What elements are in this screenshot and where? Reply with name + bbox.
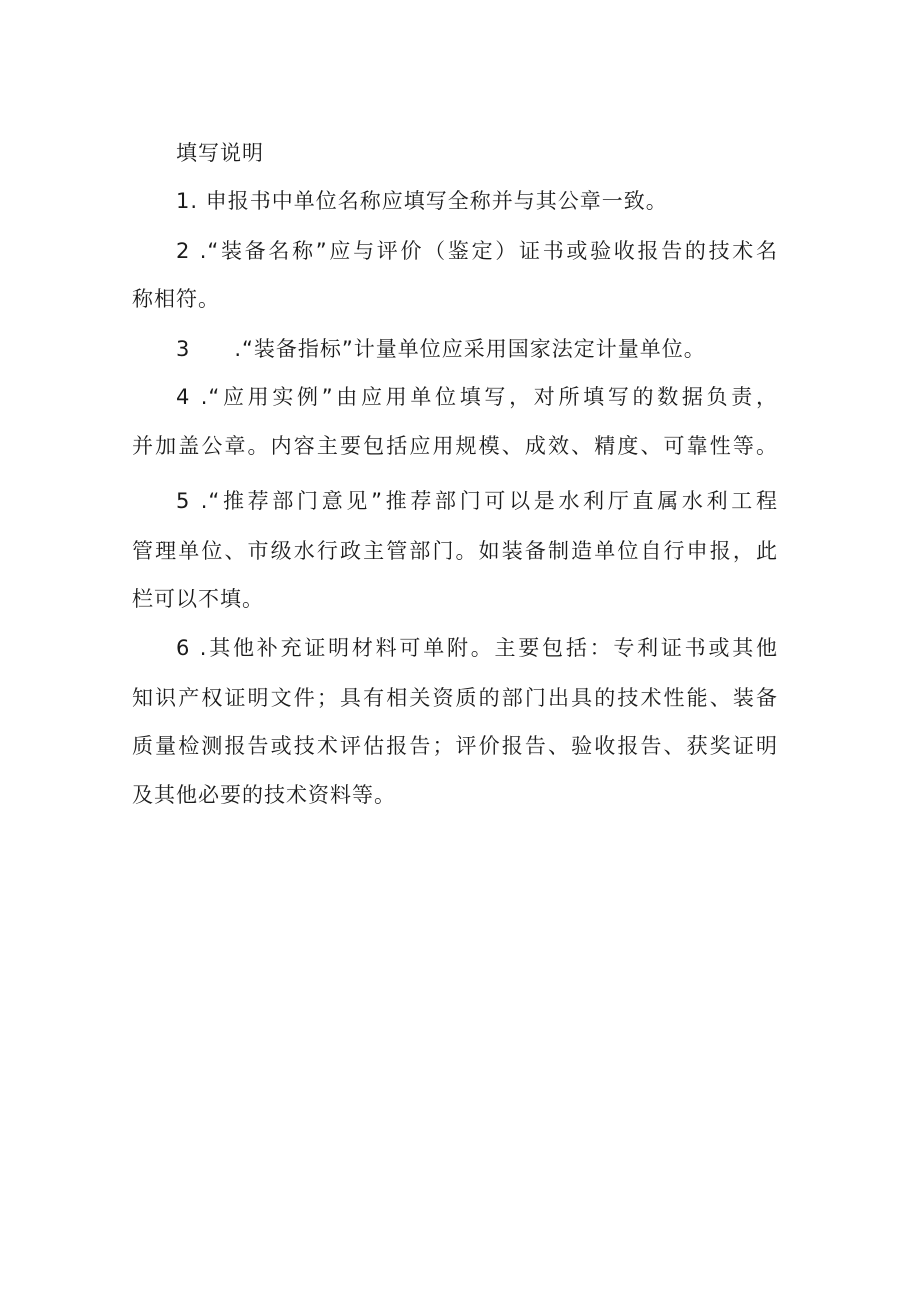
instruction-item-1-line-1: 1. 申报书中单位名称应填写全称并与其公章一致。 (176, 189, 668, 213)
document-heading: 填写说明 (176, 141, 264, 165)
instruction-item-2-line-1: 2 .“装备名称”应与评价（鉴定）证书或验收报告的技术名 (176, 239, 778, 263)
instruction-item-6-line-1: 6 .其他补充证明材料可单附。主要包括：专利证书或其他 (176, 636, 778, 660)
instruction-item-4-line-2: 并加盖公章。内容主要包括应用规模、成效、精度、可靠性等。 (132, 434, 778, 458)
instruction-item-4-line-1: 4 .“应用实例”由应用单位填写，对所填写的数据负责， (176, 385, 778, 409)
instruction-item-3-line-1: 3 .“装备指标”计量单位应采用国家法定计量单位。 (176, 337, 706, 361)
instruction-item-6-line-3: 质量检测报告或技术评估报告；评价报告、验收报告、获奖证明 (132, 734, 778, 758)
instruction-item-6-line-2: 知识产权证明文件；具有相关资质的部门出具的技术性能、装备 (132, 686, 778, 710)
instruction-item-5-line-2: 管理单位、市级水行政主管部门。如装备制造单位自行申报，此 (132, 539, 778, 563)
instruction-item-6-line-4: 及其他必要的技术资料等。 (132, 783, 396, 807)
instruction-item-5-line-1: 5 .“推荐部门意见”推荐部门可以是水利厅直属水利工程 (176, 489, 778, 513)
instruction-item-2-line-2: 称相符。 (132, 287, 220, 311)
instruction-item-5-line-3: 栏可以不填。 (132, 587, 264, 611)
